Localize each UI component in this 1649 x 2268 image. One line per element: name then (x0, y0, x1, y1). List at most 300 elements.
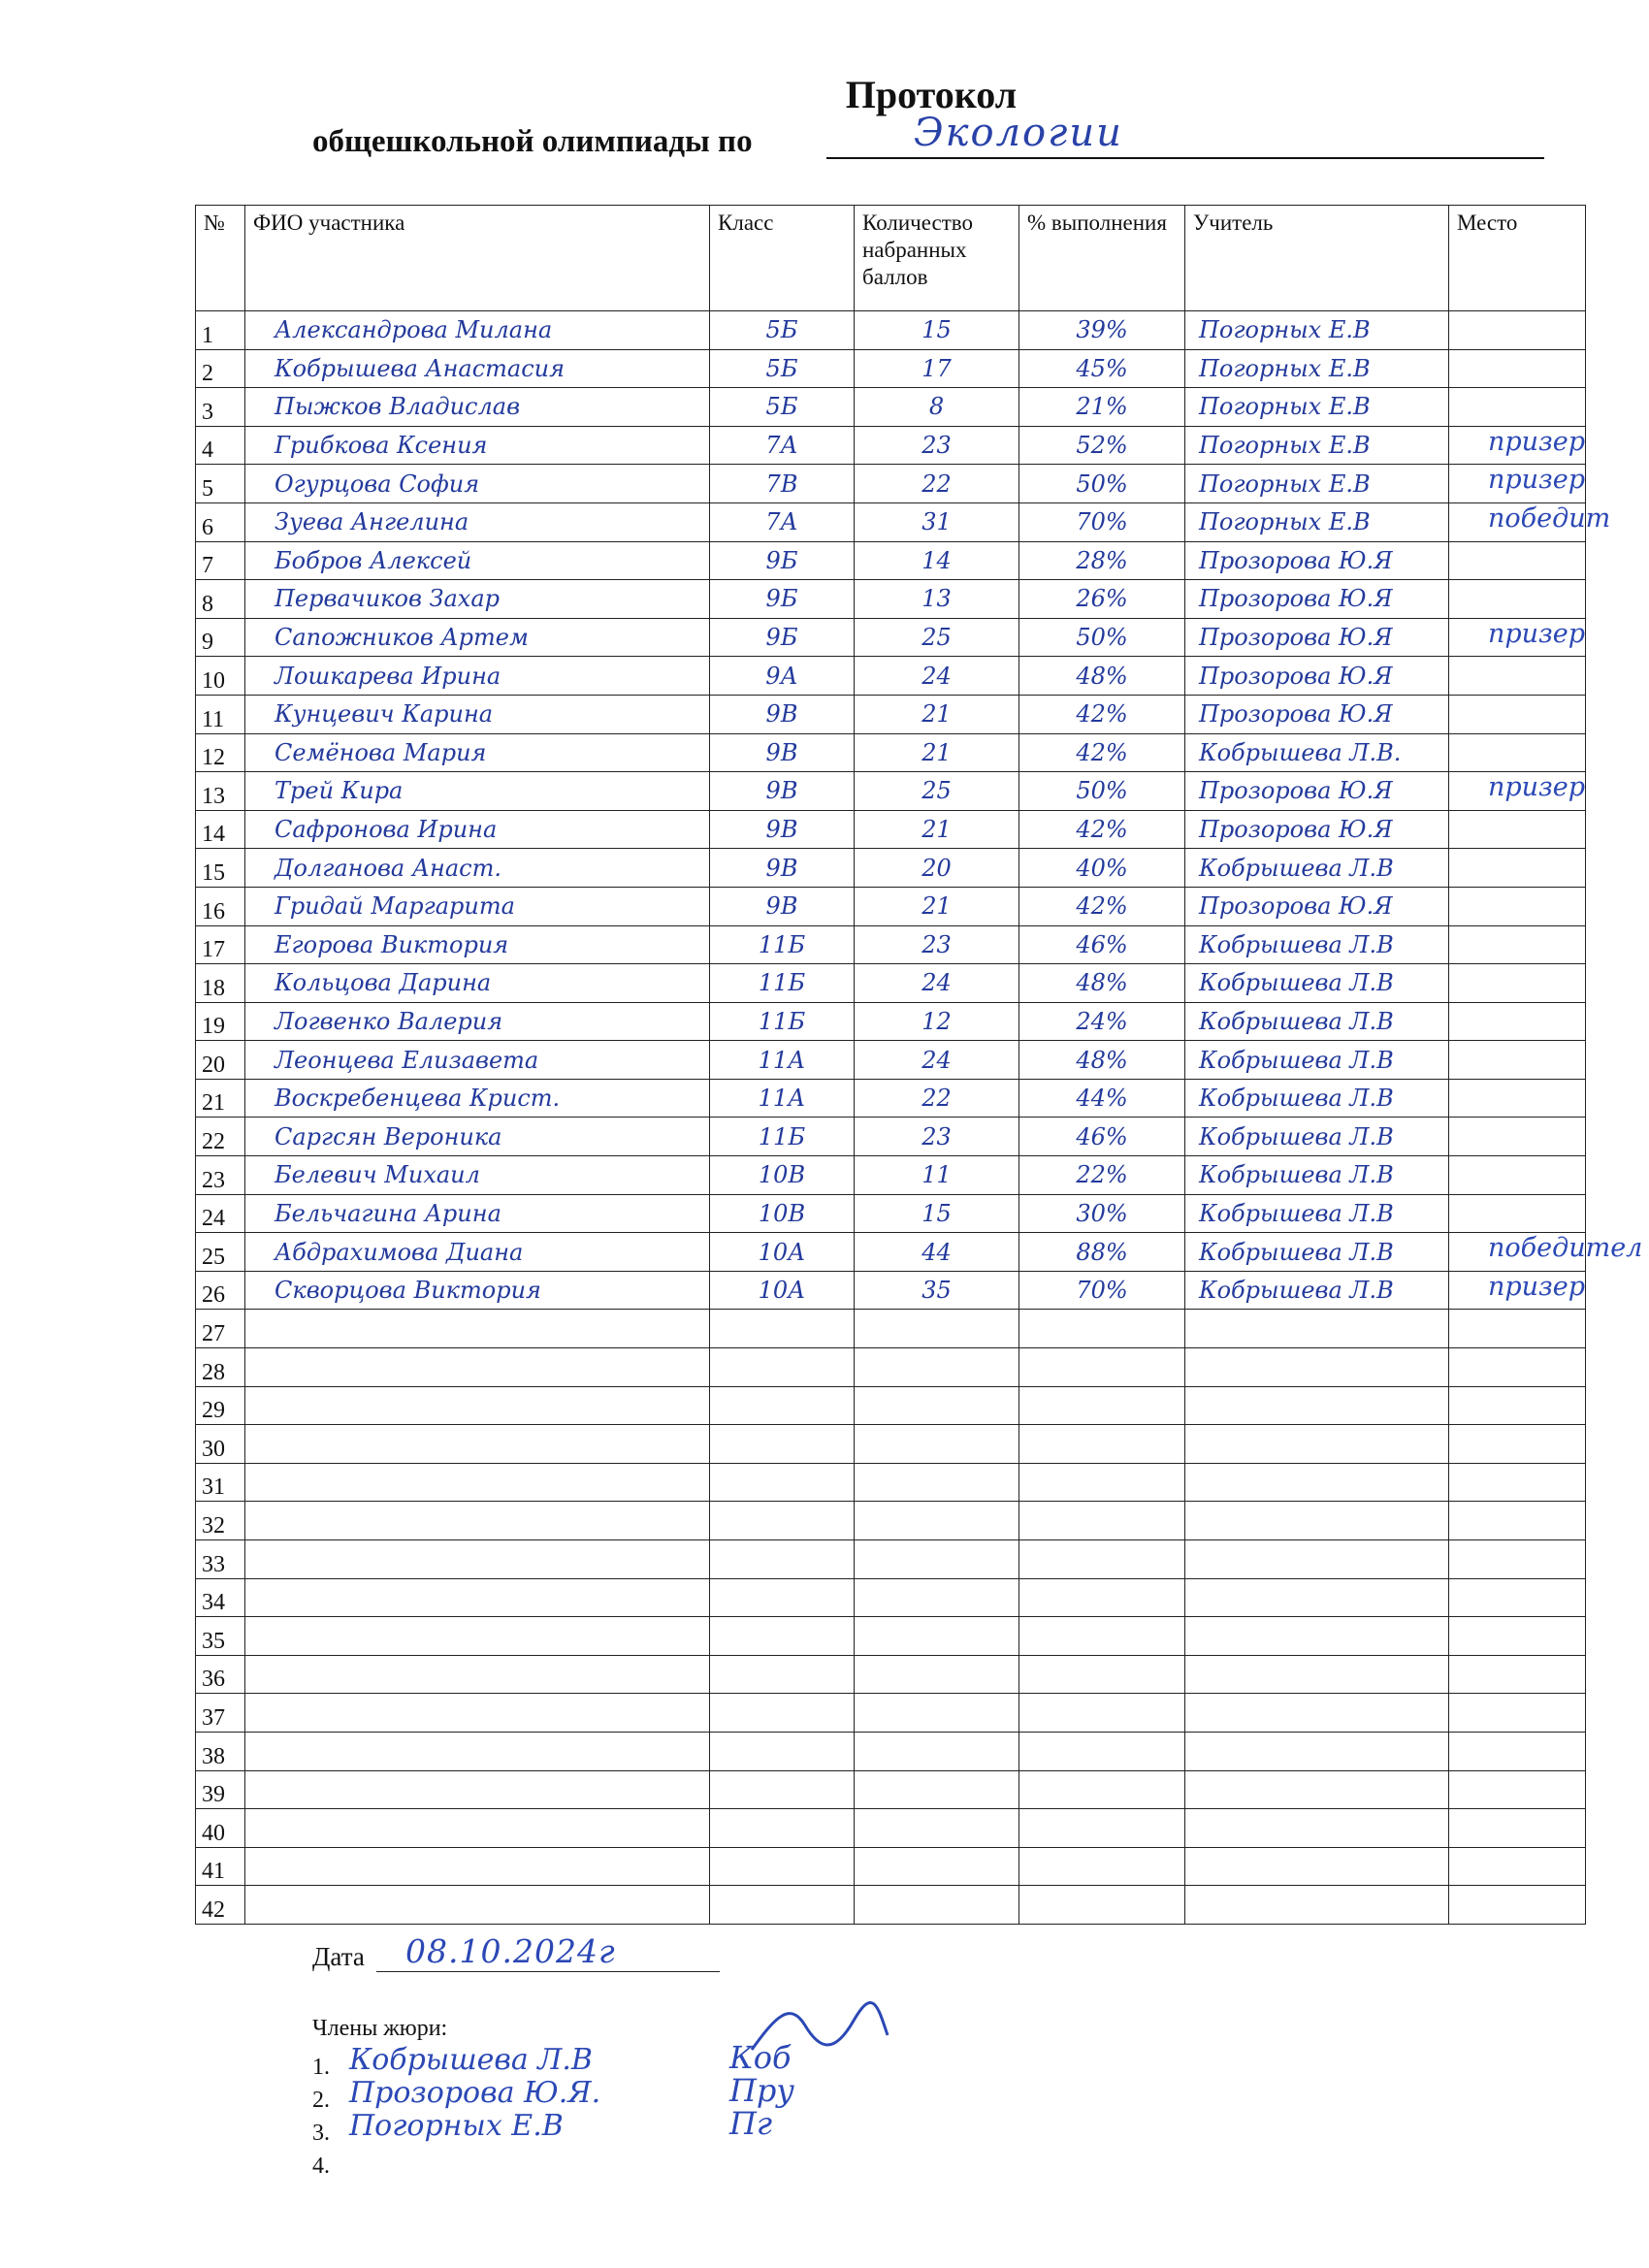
participant-score: 44 (855, 1233, 1019, 1272)
row-number: 7 (196, 541, 245, 580)
participant-place (1449, 1271, 1586, 1310)
table-row (196, 1348, 1586, 1387)
participant-score: 8 (855, 388, 1019, 427)
participant-teacher (1185, 1463, 1449, 1502)
col-header-percent: % выполнения (1019, 206, 1185, 311)
participant-name: Гридай Маргарита (245, 887, 710, 925)
participant-name: Егорова Виктория (245, 925, 710, 964)
table-row (196, 1502, 1586, 1540)
participant-name (245, 1770, 710, 1809)
participant-class (710, 1502, 855, 1540)
participant-place (1449, 1041, 1586, 1080)
participant-score: 21 (855, 733, 1019, 772)
participant-class (710, 1809, 855, 1848)
date-field (312, 1932, 720, 1977)
row-number: 24 (196, 1194, 245, 1233)
participant-score: 15 (855, 1194, 1019, 1233)
results-table (195, 205, 1643, 1925)
participant-score (855, 1386, 1019, 1425)
participant-percent: 42% (1019, 733, 1185, 772)
participant-percent (1019, 1694, 1185, 1733)
participant-score (855, 1694, 1019, 1733)
participant-teacher: Кобрышева Л.В (1185, 849, 1449, 888)
row-number: 25 (196, 1233, 245, 1272)
participant-place (1449, 810, 1586, 849)
participant-score (855, 1886, 1019, 1925)
participant-name: Скворцова Виктория (245, 1271, 710, 1310)
jury-member-3 (312, 2105, 991, 2148)
table-row (196, 580, 1586, 619)
col-header-name: ФИО участника (245, 206, 710, 311)
table-row (196, 849, 1586, 888)
participant-percent: 42% (1019, 695, 1185, 733)
jury-number: 4. (312, 2154, 330, 2179)
participant-name (245, 1348, 710, 1387)
participant-name: Долганова Анаст. (245, 849, 710, 888)
table-row (196, 733, 1586, 772)
participant-class: 7А (710, 426, 855, 465)
participant-class: 9В (710, 849, 855, 888)
participant-class: 9В (710, 887, 855, 925)
table-row (196, 1694, 1586, 1733)
participant-percent: 45% (1019, 349, 1185, 388)
row-number: 6 (196, 502, 245, 541)
participant-teacher: Прозорова Ю.Я (1185, 580, 1449, 619)
participant-teacher: Кобрышева Л.В (1185, 1079, 1449, 1118)
jury-name: Кобрышева Л.В (349, 2043, 593, 2077)
participant-percent: 88% (1019, 1233, 1185, 1272)
participant-percent: 48% (1019, 1041, 1185, 1080)
participant-name (245, 1809, 710, 1848)
participant-percent: 70% (1019, 502, 1185, 541)
participant-teacher: Погорных Е.В (1185, 426, 1449, 465)
participant-name: Кольцова Дарина (245, 964, 710, 1003)
table-row (196, 1386, 1586, 1425)
table-row (196, 1271, 1586, 1310)
participant-percent: 50% (1019, 465, 1185, 503)
jury-number: 2. (312, 2088, 330, 2113)
participant-score: 24 (855, 1041, 1019, 1080)
row-number: 23 (196, 1156, 245, 1195)
participant-score (855, 1732, 1019, 1770)
participant-percent: 44% (1019, 1079, 1185, 1118)
participant-teacher (1185, 1578, 1449, 1617)
participant-percent (1019, 1809, 1185, 1848)
participant-name: Воскребенцева Крист. (245, 1079, 710, 1118)
date-handwritten: 08.10.2024г (405, 1932, 616, 1970)
participant-name: Лошкарева Ирина (245, 657, 710, 696)
participant-score: 15 (855, 311, 1019, 350)
participant-name (245, 1886, 710, 1925)
participant-teacher: Прозорова Ю.Я (1185, 657, 1449, 696)
participant-place (1449, 1118, 1586, 1156)
participant-percent (1019, 1886, 1185, 1925)
participant-teacher (1185, 1310, 1449, 1348)
participant-score: 21 (855, 695, 1019, 733)
participant-teacher: Погорных Е.В (1185, 311, 1449, 350)
date-label: Дата (312, 1942, 365, 1971)
participant-place (1449, 1079, 1586, 1118)
participant-place (1449, 1655, 1586, 1694)
row-number: 16 (196, 887, 245, 925)
table-row (196, 1886, 1586, 1925)
place-note: призер (1488, 618, 1586, 649)
participant-score: 17 (855, 349, 1019, 388)
participant-place (1449, 695, 1586, 733)
participant-place (1449, 1463, 1586, 1502)
row-number: 30 (196, 1425, 245, 1464)
participant-teacher: Кобрышева Л.В (1185, 1271, 1449, 1310)
participant-place (1449, 388, 1586, 427)
participant-class: 11Б (710, 1002, 855, 1041)
table-row (196, 964, 1586, 1003)
participant-teacher: Кобрышева Л.В (1185, 1233, 1449, 1272)
row-number: 3 (196, 388, 245, 427)
participant-score: 35 (855, 1271, 1019, 1310)
row-number: 13 (196, 772, 245, 811)
participant-score: 21 (855, 810, 1019, 849)
participant-place (1449, 1194, 1586, 1233)
participant-teacher (1185, 1502, 1449, 1540)
participant-class (710, 1732, 855, 1770)
participant-name: Леонцева Елизавета (245, 1041, 710, 1080)
participant-place (1449, 1847, 1586, 1886)
row-number: 5 (196, 465, 245, 503)
participant-percent: 48% (1019, 657, 1185, 696)
participant-score: 23 (855, 1118, 1019, 1156)
participant-score: 22 (855, 1079, 1019, 1118)
participant-name (245, 1425, 710, 1464)
participant-percent: 30% (1019, 1194, 1185, 1233)
row-number: 33 (196, 1540, 245, 1579)
participant-place (1449, 502, 1611, 541)
participant-place (1449, 1540, 1586, 1579)
participant-class: 9В (710, 695, 855, 733)
participant-name: Огурцова София (245, 465, 710, 503)
row-number: 41 (196, 1847, 245, 1886)
participant-score: 11 (855, 1156, 1019, 1195)
row-number: 12 (196, 733, 245, 772)
table-row (196, 1578, 1586, 1617)
place-note: победител (1488, 1233, 1643, 1264)
participant-teacher: Кобрышева Л.В. (1185, 733, 1449, 772)
participant-place (1449, 1770, 1586, 1809)
row-number: 34 (196, 1578, 245, 1617)
table-row (196, 657, 1586, 696)
participant-class: 11Б (710, 1118, 855, 1156)
participant-teacher: Погорных Е.В (1185, 502, 1449, 541)
participant-place (1449, 349, 1586, 388)
row-number: 35 (196, 1617, 245, 1656)
table-row (196, 1732, 1586, 1770)
participant-teacher: Кобрышева Л.В (1185, 925, 1449, 964)
participant-score (855, 1502, 1019, 1540)
participant-percent (1019, 1617, 1185, 1656)
participant-score (855, 1540, 1019, 1579)
participant-place (1449, 1156, 1586, 1195)
participant-class: 11Б (710, 925, 855, 964)
row-number: 14 (196, 810, 245, 849)
place-note: призер (1488, 465, 1586, 496)
participant-class (710, 1655, 855, 1694)
participant-name (245, 1310, 710, 1348)
row-number: 29 (196, 1386, 245, 1425)
participant-place (1449, 1809, 1586, 1848)
participant-teacher: Прозорова Ю.Я (1185, 618, 1449, 657)
participant-teacher: Прозорова Ю.Я (1185, 810, 1449, 849)
participant-name: Пыжков Владислав (245, 388, 710, 427)
table-row (196, 1809, 1586, 1848)
participant-class (710, 1694, 855, 1733)
participant-teacher (1185, 1617, 1449, 1656)
participant-place (1449, 541, 1586, 580)
row-number: 39 (196, 1770, 245, 1809)
row-number: 8 (196, 580, 245, 619)
participant-teacher (1185, 1540, 1449, 1579)
participant-class: 10В (710, 1156, 855, 1195)
row-number: 19 (196, 1002, 245, 1041)
table-row (196, 1847, 1586, 1886)
participant-name: Грибкова Ксения (245, 426, 710, 465)
participant-teacher (1185, 1770, 1449, 1809)
table-row (196, 1156, 1586, 1195)
participant-teacher: Погорных Е.В (1185, 349, 1449, 388)
row-number: 27 (196, 1310, 245, 1348)
table-row (196, 541, 1586, 580)
participant-name (245, 1540, 710, 1579)
subtitle (312, 111, 1544, 165)
participant-place (1449, 1886, 1586, 1925)
participant-score: 23 (855, 426, 1019, 465)
participant-percent: 70% (1019, 1271, 1185, 1310)
participant-place (1449, 1425, 1586, 1464)
table-row (196, 1041, 1586, 1080)
participant-score (855, 1847, 1019, 1886)
participant-class: 10А (710, 1271, 855, 1310)
col-header-number: № (196, 206, 245, 311)
participant-place (1449, 925, 1586, 964)
col-header-score: Количество набранных баллов (855, 206, 1019, 311)
row-number: 9 (196, 618, 245, 657)
row-number: 20 (196, 1041, 245, 1080)
table-row (196, 1118, 1586, 1156)
participant-percent (1019, 1386, 1185, 1425)
participant-class (710, 1348, 855, 1387)
participant-score (855, 1348, 1019, 1387)
participant-name: Сафронова Ирина (245, 810, 710, 849)
row-number: 28 (196, 1348, 245, 1387)
row-number: 10 (196, 657, 245, 696)
participant-percent (1019, 1847, 1185, 1886)
participant-percent: 24% (1019, 1002, 1185, 1041)
participant-teacher: Прозорова Ю.Я (1185, 695, 1449, 733)
participant-place (1449, 772, 1586, 811)
table-row (196, 810, 1586, 849)
participant-place (1449, 1233, 1643, 1272)
participant-percent (1019, 1655, 1185, 1694)
participant-percent (1019, 1348, 1185, 1387)
table-row (196, 618, 1586, 657)
participant-score (855, 1617, 1019, 1656)
row-number: 26 (196, 1271, 245, 1310)
participant-class (710, 1617, 855, 1656)
participant-class: 9Б (710, 580, 855, 619)
participant-score: 21 (855, 887, 1019, 925)
participant-name (245, 1502, 710, 1540)
participant-score: 31 (855, 502, 1019, 541)
participant-percent: 50% (1019, 618, 1185, 657)
participant-class (710, 1310, 855, 1348)
jury-list (312, 2039, 991, 2181)
participant-score: 25 (855, 618, 1019, 657)
participant-place (1449, 849, 1586, 888)
jury-label: Члены жюри: (312, 2016, 448, 2041)
participant-teacher (1185, 1348, 1449, 1387)
table-row (196, 1463, 1586, 1502)
participant-percent: 42% (1019, 887, 1185, 925)
participant-teacher (1185, 1732, 1449, 1770)
row-number: 2 (196, 349, 245, 388)
participant-score: 13 (855, 580, 1019, 619)
participant-percent: 39% (1019, 311, 1185, 350)
place-note: призер (1488, 1271, 1586, 1302)
participant-percent: 48% (1019, 964, 1185, 1003)
participant-teacher: Кобрышева Л.В (1185, 1118, 1449, 1156)
participant-percent (1019, 1310, 1185, 1348)
participant-teacher (1185, 1694, 1449, 1733)
table-row (196, 1770, 1586, 1809)
participant-class: 10В (710, 1194, 855, 1233)
participant-class (710, 1578, 855, 1617)
participant-percent: 52% (1019, 426, 1185, 465)
participant-score: 24 (855, 657, 1019, 696)
participant-teacher: Прозорова Ю.Я (1185, 541, 1449, 580)
participant-score (855, 1463, 1019, 1502)
participant-teacher: Кобрышева Л.В (1185, 964, 1449, 1003)
row-number: 40 (196, 1809, 245, 1848)
participant-percent (1019, 1425, 1185, 1464)
jury-signature: Пру (729, 2072, 794, 2109)
participant-class (710, 1540, 855, 1579)
participant-place (1449, 1310, 1586, 1348)
participant-teacher (1185, 1847, 1449, 1886)
table-row (196, 465, 1586, 503)
participant-teacher: Кобрышева Л.В (1185, 1156, 1449, 1195)
row-number: 21 (196, 1079, 245, 1118)
participant-class (710, 1463, 855, 1502)
participant-score: 20 (855, 849, 1019, 888)
participant-score (855, 1809, 1019, 1848)
participant-teacher (1185, 1655, 1449, 1694)
subject-handwritten: Экологии (914, 111, 1123, 155)
participant-teacher (1185, 1886, 1449, 1925)
participant-score (855, 1655, 1019, 1694)
place-note: призер (1488, 426, 1586, 457)
row-number: 15 (196, 849, 245, 888)
participant-class: 11Б (710, 964, 855, 1003)
participant-place (1449, 426, 1586, 465)
participant-place (1449, 580, 1586, 619)
participant-class: 5Б (710, 311, 855, 350)
participant-class (710, 1847, 855, 1886)
participant-name: Абдрахимова Диана (245, 1233, 710, 1272)
participant-name (245, 1655, 710, 1694)
col-header-place: Место (1449, 206, 1586, 311)
jury-number: 3. (312, 2121, 330, 2146)
participant-class: 9В (710, 733, 855, 772)
table-row (196, 502, 1586, 541)
participant-score (855, 1425, 1019, 1464)
participant-class: 7В (710, 465, 855, 503)
jury-name: Прозорова Ю.Я. (349, 2076, 601, 2110)
table-row (196, 1617, 1586, 1656)
participant-class: 5Б (710, 388, 855, 427)
jury-member-4 (312, 2148, 991, 2181)
participant-place (1449, 657, 1586, 696)
participant-class (710, 1425, 855, 1464)
place-note: победит (1488, 502, 1611, 534)
participant-class (710, 1770, 855, 1809)
table-row (196, 925, 1586, 964)
participant-name: Трей Кира (245, 772, 710, 811)
participant-class: 9Б (710, 541, 855, 580)
table-row (196, 1079, 1586, 1118)
participant-name (245, 1386, 710, 1425)
row-number: 22 (196, 1118, 245, 1156)
participant-place (1449, 1502, 1586, 1540)
row-number: 1 (196, 311, 245, 350)
participant-teacher (1185, 1386, 1449, 1425)
participant-score: 22 (855, 465, 1019, 503)
participant-name: Первачиков Захар (245, 580, 710, 619)
participant-name (245, 1694, 710, 1733)
row-number: 11 (196, 695, 245, 733)
participant-teacher (1185, 1809, 1449, 1848)
participant-place (1449, 887, 1586, 925)
participant-percent: 28% (1019, 541, 1185, 580)
participant-place (1449, 1386, 1586, 1425)
document-title: Протокол (845, 73, 1018, 116)
subtitle-underline (826, 157, 1544, 159)
participant-score: 12 (855, 1002, 1019, 1041)
participant-name: Кунцевич Карина (245, 695, 710, 733)
participant-score: 24 (855, 964, 1019, 1003)
participant-name: Белевич Михаил (245, 1156, 710, 1195)
table-row (196, 772, 1586, 811)
table-row (196, 311, 1586, 350)
participant-class: 7А (710, 502, 855, 541)
date-underline (376, 1971, 720, 1972)
participant-place (1449, 618, 1586, 657)
table-header-row (196, 206, 1586, 311)
participant-class: 11А (710, 1079, 855, 1118)
participant-class: 9В (710, 810, 855, 849)
participant-place (1449, 733, 1586, 772)
participant-class (710, 1386, 855, 1425)
participant-place (1449, 1694, 1586, 1733)
participant-class: 10А (710, 1233, 855, 1272)
participant-name: Кобрышева Анастасия (245, 349, 710, 388)
participant-name: Бельчагина Арина (245, 1194, 710, 1233)
participant-score: 25 (855, 772, 1019, 811)
participant-name (245, 1578, 710, 1617)
participant-class (710, 1886, 855, 1925)
table-row (196, 1194, 1586, 1233)
participant-name (245, 1617, 710, 1656)
participant-name: Саргсян Вероника (245, 1118, 710, 1156)
table-row (196, 1002, 1586, 1041)
jury-name: Погорных Е.В (349, 2109, 564, 2143)
